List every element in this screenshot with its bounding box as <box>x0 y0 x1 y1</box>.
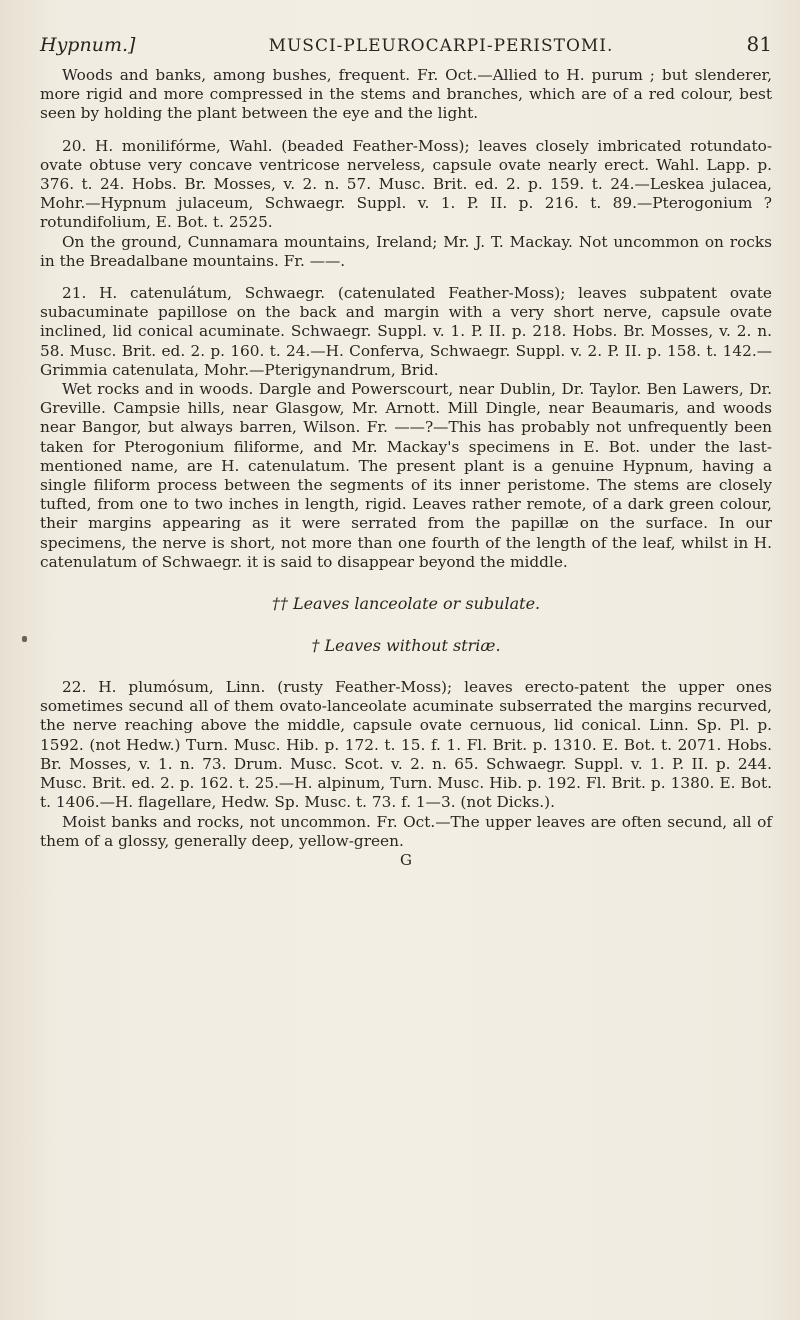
paragraph-h-moniliforme-description: 20. H. monilifórme, Wahl. (beaded Feather-Moss); leaves closely imbricated rotundato-ovate obtuse very concave ventricose nerveless, capsule ovate nearly erect. Wahl. Lapp. p. 376. t. 24. Hobs. Br. Mosses, v. 2. n. 57. Musc. Brit. ed. 2. p. 159. t. 24.—Leskea julacea, Mohr.—Hypnum julaceum, Schwaegr. Suppl. v. 1. P. II. p. 216. t. 89.—Pterogonium ? rotundifolium, E. Bot. t. 2525. <box>40 136 772 232</box>
page-number: 81 <box>746 32 772 56</box>
paper-speck <box>22 636 27 642</box>
running-head-title: MUSCI-PLEUROCARPI-PERISTOMI. <box>268 36 614 56</box>
section-heading-leaves-without-striae: † Leaves without striæ. <box>311 636 501 656</box>
paragraph-h-plumosum-habitat: Moist banks and rocks, not uncommon. Fr. Oct.—The upper leaves are often secund, all of them of a glossy, generally deep, yellow-green. <box>40 812 772 850</box>
running-head-genus: Hypnum.] <box>40 34 136 56</box>
section-heading-leaves-lanceolate: †† Leaves lanceolate or subulate. <box>271 594 541 614</box>
paragraph-h-catenulatum-habitat: Wet rocks and in woods. Dargle and Powerscourt, near Dublin, Dr. Taylor. Ben Lawers, Dr. Greville. Campsie hills, near Glasgow, Mr. Arnott. Mill Dingle, near Beaumaris, and woods near Bangor, but always barren, Wilson. Fr. ——?—This has probably not unfrequently been taken for Pterogonium filiforme, and Mr. Mackay's specimens in E. Bot. under the last-mentioned name, are H. catenulatum. The present plant is a genuine Hypnum, having a single filiform process between the segments of its inner peristome. The stems are closely tufted, from one to two inches in length, rigid. Leaves rather remote, of a dark green colour, their margins appearing as it were serrated from the papillæ on the surface. In our specimens, the nerve is short, not more than one fourth of the length of the leaf, whilst in H. catenulatum of Schwaegr. it is said to disappear beyond the middle. <box>40 380 772 571</box>
paragraph-h-plumosum-description: 22. H. plumósum, Linn. (rusty Feather-Moss); leaves erecto-patent the upper ones sometimes secund all of them ovato-lanceolate acuminate subserrated the margins recurved, the nerve reaching above the middle, capsule ovate cernuous, lid conical. Linn. Sp. Pl. p. 1592. (not Hedw.) Turn. Musc. Hib. p. 172. t. 15. f. 1. Fl. Brit. p. 1310. E. Bot. t. 2071. Hobs. Br. Mosses, v. 1. n. 73. Drum. Musc. Scot. v. 2. n. 65. Schwaegr. Suppl. v. 1. P. II. p. 244. Musc. Brit. ed. 2. p. 162. t. 25.—H. alpinum, Turn. Musc. Hib. p. 192. Fl. Brit. p. 1380. E. Bot. t. 1406.—H. flagellare, Hedw. Sp. Musc. t. 73. f. 1—3. (not Dicks.). <box>40 678 772 812</box>
paragraph-h-catenulatum-description: 21. H. catenulátum, Schwaegr. (catenulated Feather-Moss); leaves subpatent ovate subacuminate papillose on the back and margin with a very short nerve, capsule ovate inclined, lid conical acuminate. Schwaegr. Suppl. v. 1. P. II. p. 218. Hobs. Br. Mosses, v. 2. n. 58. Musc. Brit. ed. 2. p. 160. t. 24.—H. Conferva, Schwaegr. Suppl. v. 2. P. II. p. 158. t. 142.—Grimmia catenulata, Mohr.—Pterigynandrum, Brid. <box>40 284 772 379</box>
paragraph-h-moniliforme-habitat: On the ground, Cunnamara mountains, Ireland; Mr. J. T. Mackay. Not uncommon on rocks in the Breadalbane mountains. Fr. ——. <box>40 232 772 270</box>
paragraph-h-purum-habitat: Woods and banks, among bushes, frequent. Fr. Oct.—Allied to H. purum ; but slenderer, more rigid and more compressed in the stems and branches, which are of a red colour, best seen by holding the plant between the eye and the light. <box>40 66 772 123</box>
running-head <box>40 32 772 56</box>
signature-mark: G <box>400 850 412 869</box>
